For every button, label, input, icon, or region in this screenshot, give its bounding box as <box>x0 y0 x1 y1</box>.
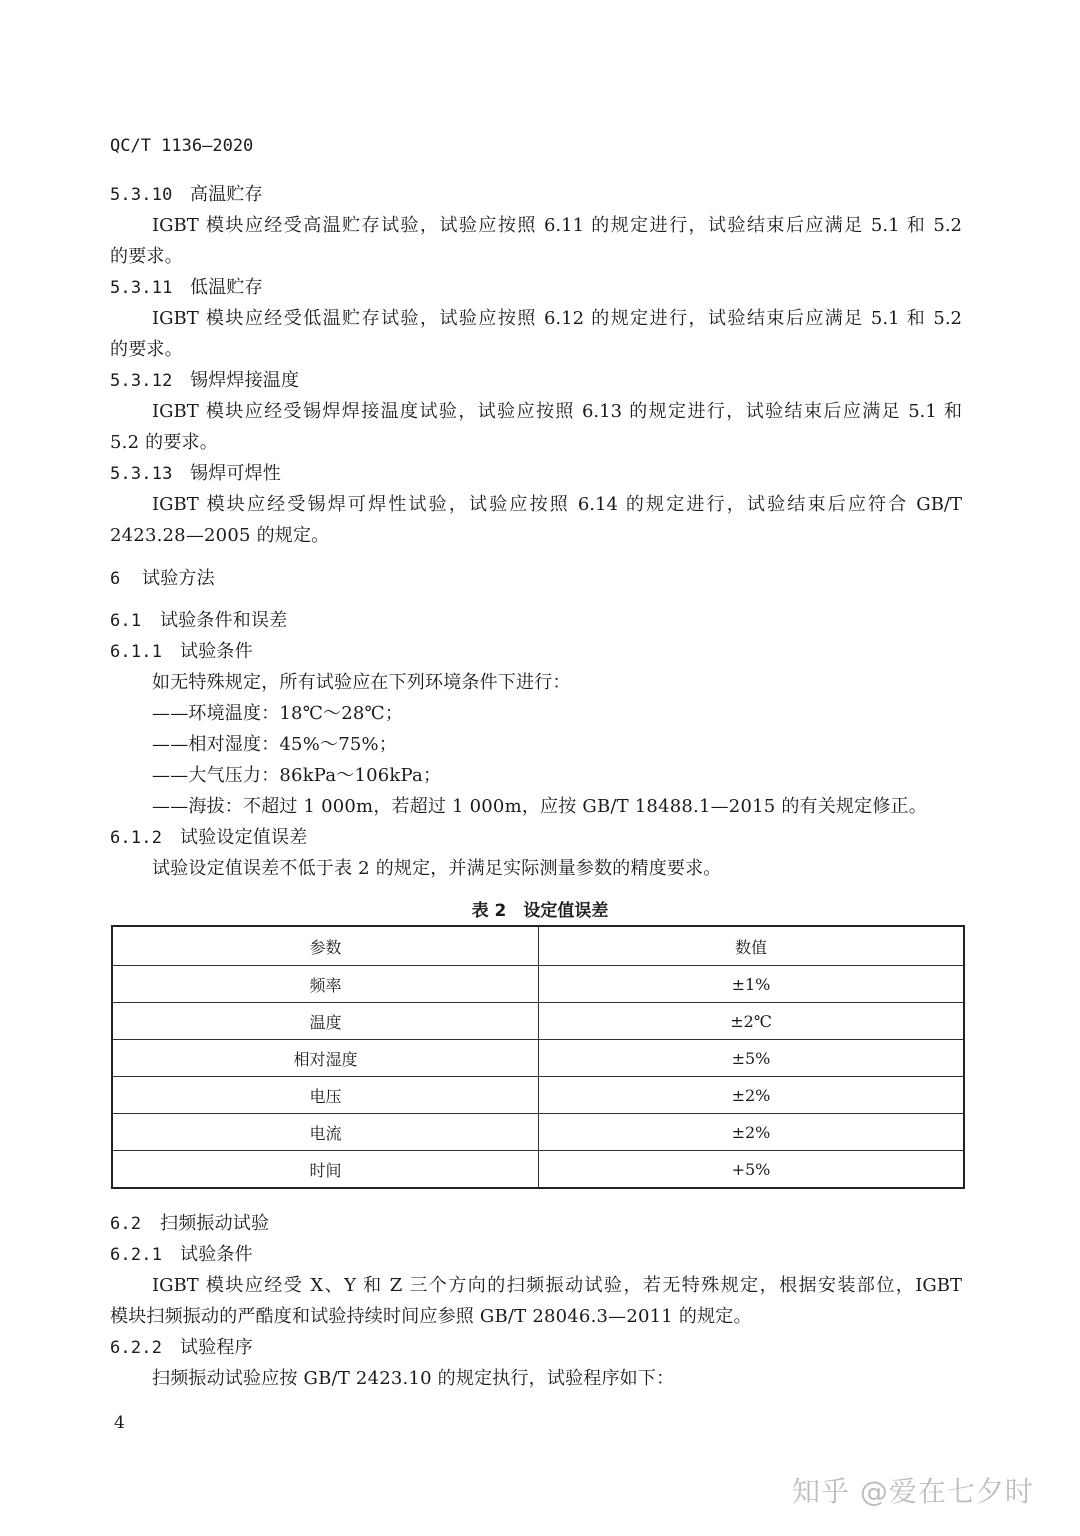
table-cell: 电压 <box>112 1077 539 1114</box>
table-2 <box>111 925 965 1189</box>
table-row <box>112 1003 964 1040</box>
page-number: 4 <box>114 1413 125 1433</box>
table-row <box>112 966 964 1003</box>
table-header-row <box>112 926 964 966</box>
table-cell: 电流 <box>112 1114 539 1151</box>
paragraph-line: IGBT 模块应经受低温贮存试验，试验应按照 6.12 的规定进行，试验结束后应满足 5.1 和 5.2 <box>152 308 962 329</box>
section-heading-5-3-13: 5.3.13 锡焊可焊性 <box>110 463 281 484</box>
paragraph-line: 5.2 的要求。 <box>110 432 218 453</box>
paragraph-line: 的要求。 <box>110 246 183 267</box>
paragraph-line: 的要求。 <box>110 339 183 360</box>
table-cell: 时间 <box>112 1151 539 1189</box>
table-row <box>112 1114 964 1151</box>
table-cell: ±2% <box>539 1114 965 1151</box>
table-row <box>112 1151 964 1189</box>
table-cell: ±2℃ <box>539 1003 965 1040</box>
table-cell: 相对湿度 <box>112 1040 539 1077</box>
paragraph-line: 扫频振动试验应按 GB/T 2423.10 的规定执行，试验程序如下： <box>152 1368 675 1389</box>
section-heading-6-2-1: 6.2.1 试验条件 <box>110 1244 253 1265</box>
section-heading-5-3-11: 5.3.11 低温贮存 <box>110 277 263 298</box>
paragraph-line: 2423.28—2005 的规定。 <box>110 525 330 546</box>
table-cell: ±5% <box>539 1040 965 1077</box>
section-heading-6: 6 试验方法 <box>110 568 215 589</box>
watermark: 知乎 @爱在七夕时 <box>792 1475 1034 1508</box>
document-header: QC/T 1136—2020 <box>110 136 254 156</box>
table-cell: ±1% <box>539 966 965 1003</box>
section-heading-6-1: 6.1 试验条件和误差 <box>110 610 288 631</box>
paragraph-line: 模块扫频振动的严酷度和试验持续时间应参照 GB/T 28046.3—2011 的规定。 <box>110 1306 752 1327</box>
table-cell: +5% <box>539 1151 965 1189</box>
paragraph-line: IGBT 模块应经受锡焊焊接温度试验，试验应按照 6.13 的规定进行，试验结束后应满足 5.1 和 <box>152 401 962 422</box>
table-cell: ±2% <box>539 1077 965 1114</box>
paragraph-line: 如无特殊规定，所有试验应在下列环境条件下进行： <box>152 672 571 693</box>
table-header-cell: 数值 <box>539 926 965 966</box>
paragraph-line: IGBT 模块应经受高温贮存试验，试验应按照 6.11 的规定进行，试验结束后应满足 5.1 和 5.2 <box>152 215 962 236</box>
paragraph-line: IGBT 模块应经受锡焊可焊性试验，试验应按照 6.14 的规定进行，试验结束后应符合 GB/T <box>152 494 962 515</box>
section-heading-6-1-2: 6.1.2 试验设定值误差 <box>110 827 308 848</box>
section-heading-6-2: 6.2 扫频振动试验 <box>110 1213 270 1234</box>
table-caption: 表 2 设定值误差 <box>471 901 609 921</box>
list-item: ——相对湿度：45%～75%； <box>152 734 398 755</box>
table-row <box>112 1077 964 1114</box>
section-heading-5-3-12: 5.3.12 锡焊焊接温度 <box>110 370 300 391</box>
paragraph-line: 试验设定值误差不低于表 2 的规定，并满足实际测量参数的精度要求。 <box>152 858 722 879</box>
list-item: ——大气压力：86kPa～106kPa； <box>152 765 442 786</box>
section-heading-6-1-1: 6.1.1 试验条件 <box>110 641 253 662</box>
section-heading-5-3-10: 5.3.10 高温贮存 <box>110 184 263 205</box>
table-cell: 频率 <box>112 966 539 1003</box>
table-cell: 温度 <box>112 1003 539 1040</box>
section-heading-6-2-2: 6.2.2 试验程序 <box>110 1337 253 1358</box>
paragraph-line: IGBT 模块应经受 X、Y 和 Z 三个方向的扫频振动试验，若无特殊规定，根据安装部位，IGBT <box>152 1275 962 1296</box>
table-row <box>112 1040 964 1077</box>
list-item: ——海拔：不超过 1 000m，若超过 1 000m，应按 GB/T 18488.1—2015 的有关规定修正。 <box>152 796 927 817</box>
table-header-cell: 参数 <box>112 926 539 966</box>
list-item: ——环境温度：18℃～28℃； <box>152 703 404 724</box>
